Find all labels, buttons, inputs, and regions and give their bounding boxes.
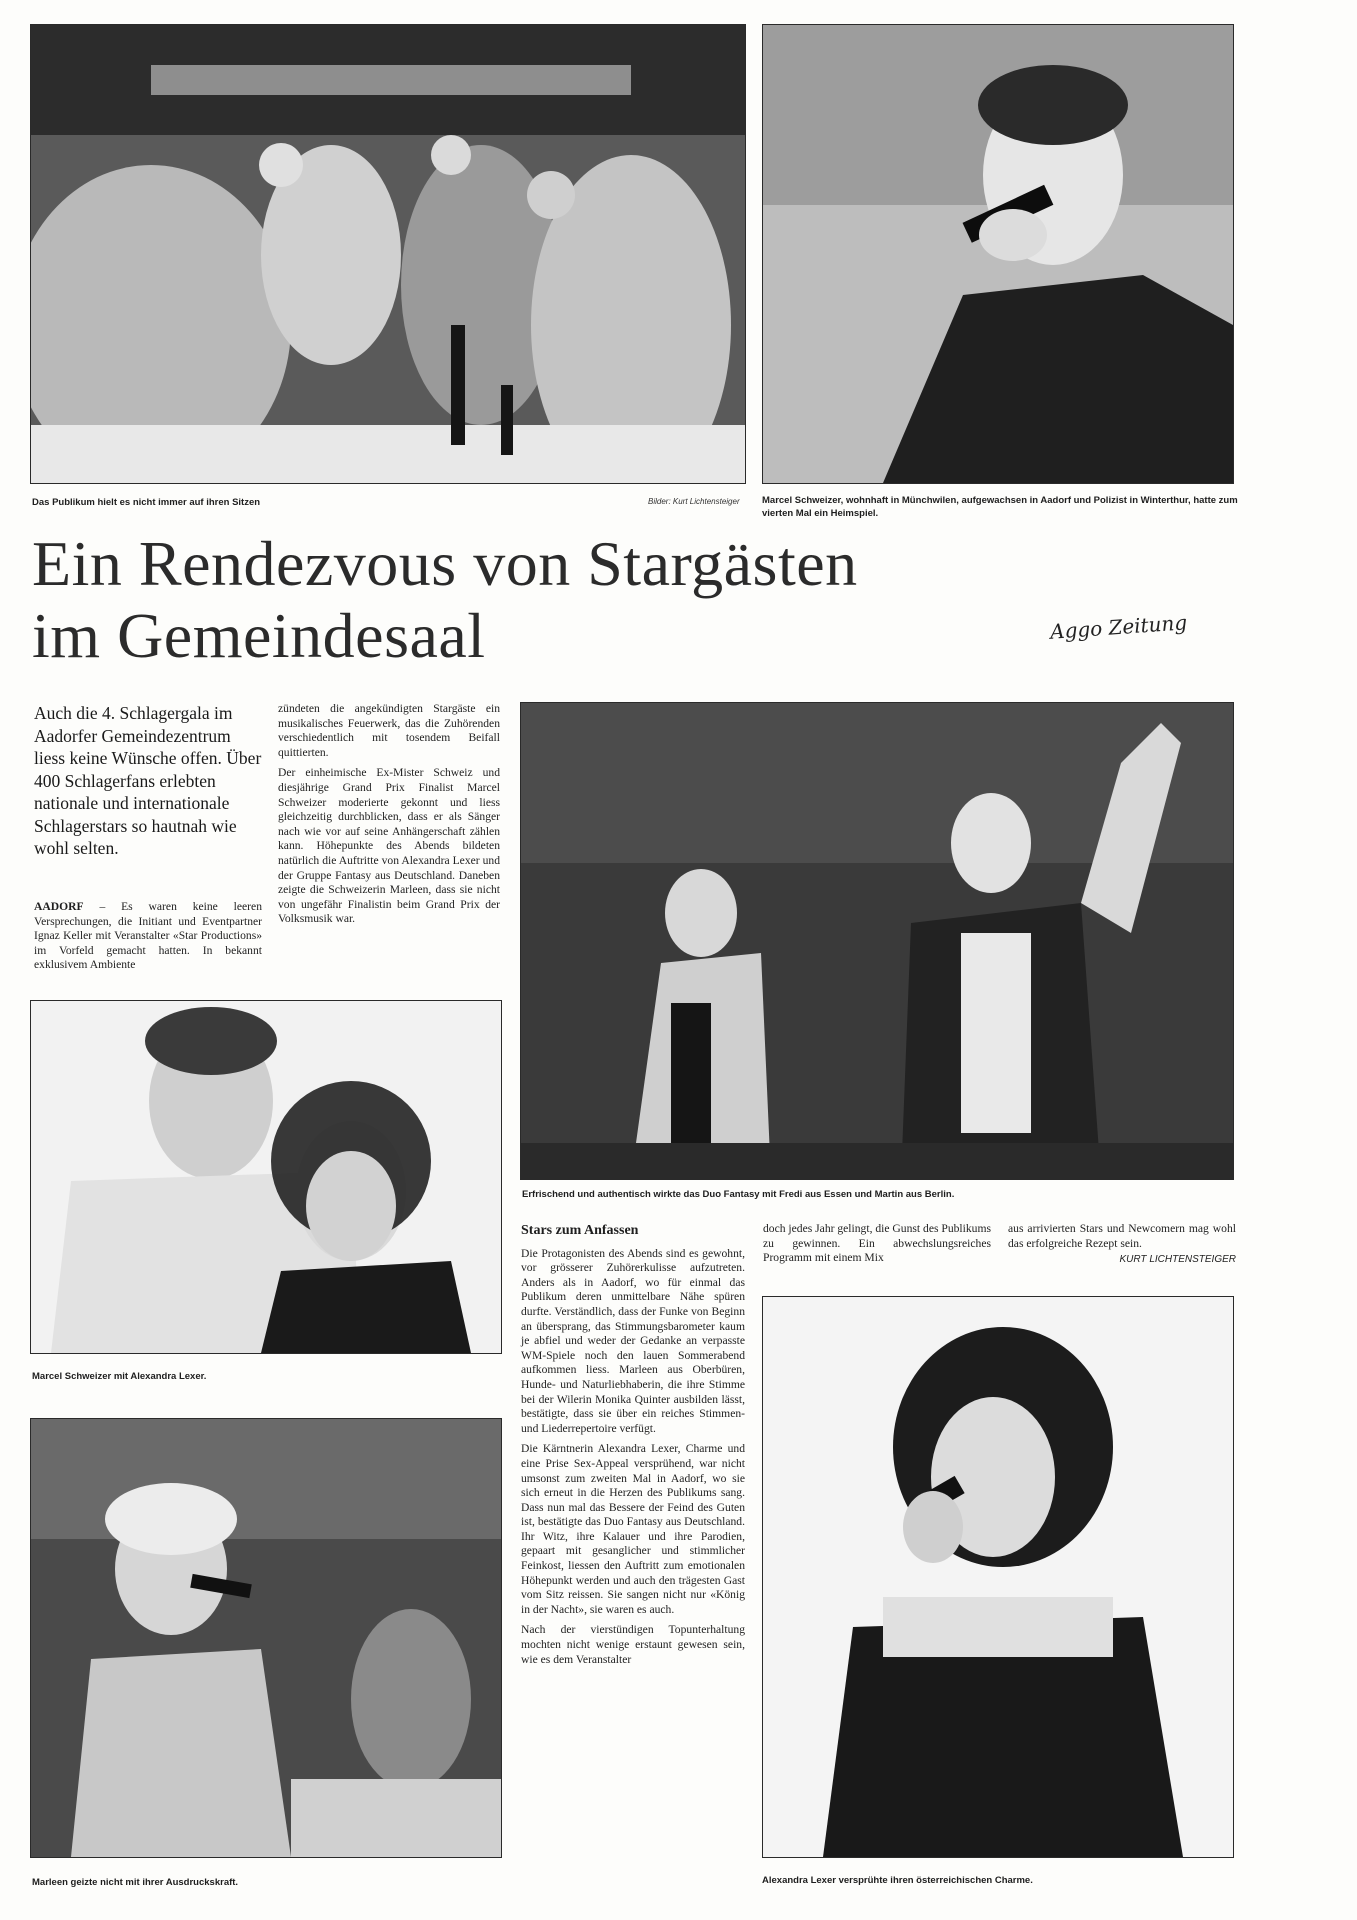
caption-marcel-alexandra: Marcel Schweizer mit Alexandra Lexer. xyxy=(32,1371,207,1382)
photo-alexandra xyxy=(762,1296,1234,1858)
caption-marcel-singing: Marcel Schweizer, wohnhaft in Münchwilen, aufgewachsen in Aadorf und Polizist in Winterthur, hatte zum vierten Mal ein Heimspiel. xyxy=(762,495,1238,519)
caption-audience: Das Publikum hielt es nicht immer auf ihren Sitzen xyxy=(32,497,261,508)
article-column-2 xyxy=(278,702,500,933)
photo-credit: Bilder: Kurt Lichtensteiger xyxy=(648,497,740,506)
column-1-body: – Es waren keine leeren Versprechungen, die Initiant und Eventpartner Ignaz Keller mit Veranstalter «Star Productions» im Vorfeld gemacht hatten. In bekannt exklusivem Ambiente xyxy=(34,900,262,972)
column-3-paragraph-3: Nach der vierstündigen Topunterhaltung mochten nicht wenige erstaunt gewesen sein, wie es dem Veranstalter xyxy=(521,1623,745,1666)
caption-alexandra: Alexandra Lexer versprühte ihren österreichischen Charme. xyxy=(762,1875,1033,1886)
audience-photo-graphic xyxy=(31,25,745,483)
headline xyxy=(32,528,1032,672)
photo-duo-fantasy xyxy=(520,702,1234,1180)
column-3-paragraph-1: Die Protagonisten des Abends sind es gewohnt, vor grösserer Zuhörerkulisse aufzutreten. Anders als in Aadorf, wo für einmal das Publikum deren unmittelbare Nähe spüren durfte. Verständlich, dass der Funke von Beginn an übersprang, das Stimmungsbarometer kaum je abfiel und weder der Gedanke an verpasste WM-Spiele noch den lauen Sommerabend aufkommen liess. Marleen aus Oberbüren, Hunde- und Naturliebhaberin, die ihre Stimme bei der Wilerin Monika Quinter ausbilden lässt, bestätigte, dass sie über ein reiches Stimmen- und Liederrepertoire verfügt. xyxy=(521,1246,745,1435)
article-lead: Auch die 4. Schlagergala im Aadorfer Gemeindezentrum liess keine Wünsche offen. Über 400 Schlagerfans erlebten nationale und internationale Schlagerstars so hautnah wie wohl selten. xyxy=(34,703,262,858)
subheading-stars: Stars zum Anfassen xyxy=(521,1223,639,1238)
caption-duo-fantasy: Erfrischend und authentisch wirkte das Duo Fantasy mit Fredi aus Essen und Martin aus Berlin. xyxy=(522,1189,955,1200)
caption-marleen: Marleen geizte nicht mit ihrer Ausdruckskraft. xyxy=(32,1877,239,1888)
photo-marcel-alexandra xyxy=(30,1000,502,1354)
headline-line-2: im Gemeindesaal xyxy=(32,600,486,671)
photo-marleen xyxy=(30,1418,502,1858)
marcel-singing-photo-graphic xyxy=(763,25,1233,483)
alexandra-photo-graphic xyxy=(763,1297,1233,1857)
photo-audience xyxy=(30,24,746,484)
column-5-paragraph-1: aus arrivierten Stars und Newcomern mag wohl das erfolgreiche Rezept sein. xyxy=(1008,1222,1236,1250)
photo-marcel-singing xyxy=(762,24,1234,484)
article-column-3 xyxy=(521,1224,745,1673)
headline-line-1: Ein Rendezvous von Stargästen xyxy=(32,528,858,599)
article-column-1 xyxy=(34,900,262,979)
article-column-4 xyxy=(763,1222,991,1272)
dateline: AADORF xyxy=(34,900,84,913)
column-2-paragraph-1: zündeten die angekündigten Stargäste ein musikalisches Feuerwerk, das die Zuhörenden verschiedentlich mit tosendem Beifall quittierten. xyxy=(278,702,500,759)
column-3-paragraph-2: Die Kärntnerin Alexandra Lexer, Charme und eine Prise Sex-Appeal versprühend, war nicht umsonst zum zweiten Mal in Aadorf, wo sie sich erneut in die Herzen des Publikums sang. Dass nun mal das Bessere der Feind des Guten ist, bestätigte das Duo Fantasy aus Deutschland. Ihr Witz, ihre Kalauer und ihre Parodien, gepaart mit gesanglicher und stimmlicher Feinkost, liessen den Auftritt zum emotionalen Höhepunkt werden und auch den trägesten Gast vom Sitz reissen. Sie sangen nicht nur «König in der Nacht», sie waren es auch. xyxy=(521,1442,745,1616)
marcel-alexandra-photo-graphic xyxy=(31,1001,501,1353)
marleen-photo-graphic xyxy=(31,1419,501,1857)
article-column-5 xyxy=(1008,1222,1236,1268)
handwritten-note: Aggo Zeitung xyxy=(1049,610,1188,644)
article-author: KURT LICHTENSTEIGER xyxy=(1119,1254,1236,1266)
column-2-paragraph-2: Der einheimische Ex-Mister Schweiz und diesjährige Grand Prix Finalist Marcel Schweizer moderierte gekonnt und liess gleichzeitig durchblicken, dass er als Sänger nach wie vor auf seine Anhängerschaft zählen kann. Höhepunkte des Abends bildeten natürlich die Auftritte von Alexandra Lexer und der Gruppe Fantasy aus Deutschland. Daneben zeigte die Schweizerin Marleen, dass sie nicht von ungefähr Finalistin beim Grand Prix der Volksmusik war. xyxy=(278,766,500,926)
column-4-paragraph-1: doch jedes Jahr gelingt, die Gunst des Publikums zu gewinnen. Ein abwechslungsreiches Programm mit einem Mix xyxy=(763,1222,991,1265)
duo-fantasy-photo-graphic xyxy=(521,703,1233,1179)
